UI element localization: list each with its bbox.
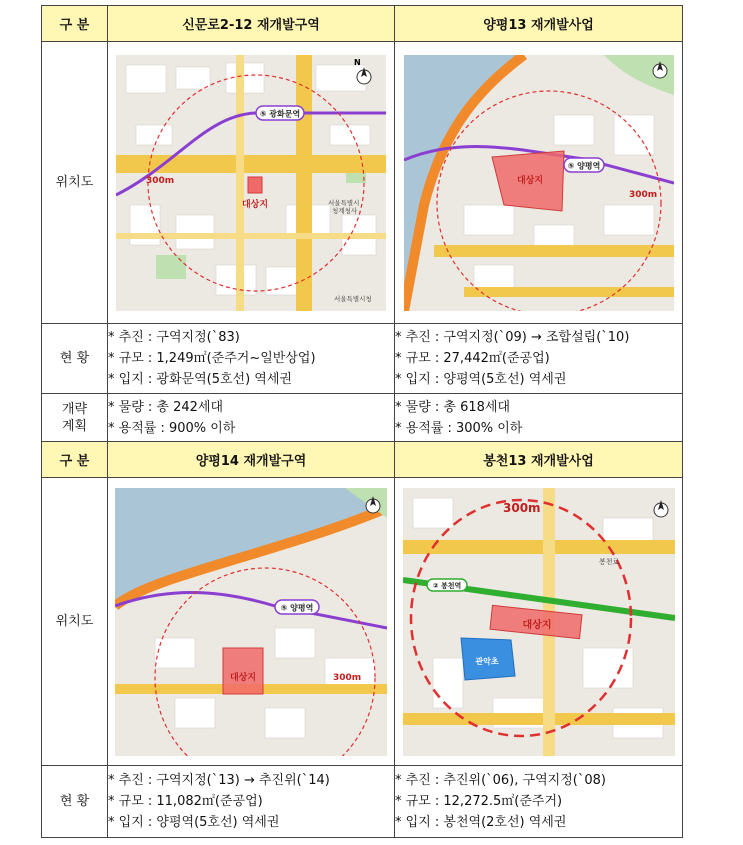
- location-map-label: 위치도: [42, 42, 108, 324]
- plan-line: * 용적률 : 300% 이하: [395, 420, 523, 436]
- school-label: 관악초: [474, 656, 499, 666]
- plan-label-line1: 개략: [61, 401, 88, 417]
- target-label: 대상지: [229, 672, 257, 683]
- map-cell-bongcheon13: [395, 478, 683, 766]
- location-map-sinmunro: [116, 55, 386, 311]
- status-info-yangpyeong13: [395, 324, 683, 394]
- status-line: * 추진 : 구역지정(`83): [108, 330, 240, 345]
- plan-line: * 물량 : 총 618세대: [395, 399, 511, 415]
- plan-line: * 용적률 : 900% 이하: [108, 420, 236, 436]
- status-line: * 추진 : 구역지정(`09) → 조합설립(`10): [395, 330, 630, 345]
- plan-label: [42, 394, 108, 442]
- road-label: 봉천로: [598, 557, 619, 566]
- status-line: * 규모 : 11,082㎡(준공업): [108, 794, 263, 809]
- site-title-bongcheon13: 봉천13 재개발사업: [395, 442, 683, 478]
- redevelopment-comparison-table: [41, 5, 683, 838]
- site-title-yangpyeong13: 양평13 재개발사업: [395, 6, 683, 42]
- location-map-bongcheon13: [403, 488, 675, 756]
- status-info-bongcheon13: [395, 766, 683, 838]
- map-cell-sinmunro: [108, 42, 395, 324]
- map-cell-yangpyeong13: [395, 42, 683, 324]
- status-label: 현 황: [42, 766, 108, 838]
- status-info-sinmunro: [108, 324, 395, 394]
- status-line: * 규모 : 27,442㎡(준공업): [395, 351, 550, 366]
- section-header-label: 구 분: [42, 442, 108, 478]
- station-label: ⑤ 양평역: [280, 603, 314, 612]
- status-line: * 입지 : 양평역(5호선) 역세권: [395, 372, 567, 387]
- location-map-yangpyeong13: [404, 55, 674, 311]
- plan-info-sinmunro: [108, 394, 395, 442]
- radius-label: 300m: [502, 500, 541, 515]
- status-line: * 규모 : 1,249㎡(준주거~일반상업): [108, 351, 316, 366]
- site-title-yangpyeong14: 양평14 재개발구역: [108, 442, 395, 478]
- station-label: ② 봉천역: [432, 581, 461, 590]
- radius-label: 300m: [333, 672, 362, 683]
- station-label: ⑤ 광화문역: [259, 109, 301, 118]
- map-cell-yangpyeong14: [108, 478, 395, 766]
- landmark-label: 서울특별시: [328, 198, 360, 207]
- status-label: 현 황: [42, 324, 108, 394]
- plan-line: * 물량 : 총 242세대: [108, 399, 224, 415]
- status-line: * 입지 : 양평역(5호선) 역세권: [108, 815, 280, 830]
- location-map-yangpyeong14: [115, 488, 387, 756]
- landmark-label: 청계청사: [332, 206, 358, 215]
- status-line: * 입지 : 광화문역(5호선) 역세권: [108, 372, 292, 387]
- landmark-label: 서울특별시청: [334, 294, 372, 303]
- location-map-label: 위치도: [42, 478, 108, 766]
- radius-label: 300m: [628, 189, 657, 200]
- status-line: * 입지 : 봉천역(2호선) 역세권: [395, 815, 567, 830]
- status-info-yangpyeong14: [108, 766, 395, 838]
- status-line: * 규모 : 12,272.5㎡(준주거): [395, 794, 563, 809]
- target-label: 대상지: [516, 175, 543, 186]
- status-line: * 추진 : 추진위(`06), 구역지정(`08): [395, 773, 606, 788]
- target-label: 대상지: [522, 619, 551, 631]
- svg-text:N: N: [354, 57, 361, 67]
- site-title-sinmunro: 신문로2-12 재개발구역: [108, 6, 395, 42]
- plan-label-line2: 계획: [61, 418, 88, 434]
- section-header-label: 구 분: [42, 6, 108, 42]
- radius-label: 300m: [146, 175, 175, 186]
- target-label: 대상지: [241, 199, 269, 210]
- station-label: ⑤ 양평역: [567, 161, 600, 170]
- plan-info-yangpyeong13: [395, 394, 683, 442]
- status-line: * 추진 : 구역지정(`13) → 추진위(`14): [108, 773, 330, 788]
